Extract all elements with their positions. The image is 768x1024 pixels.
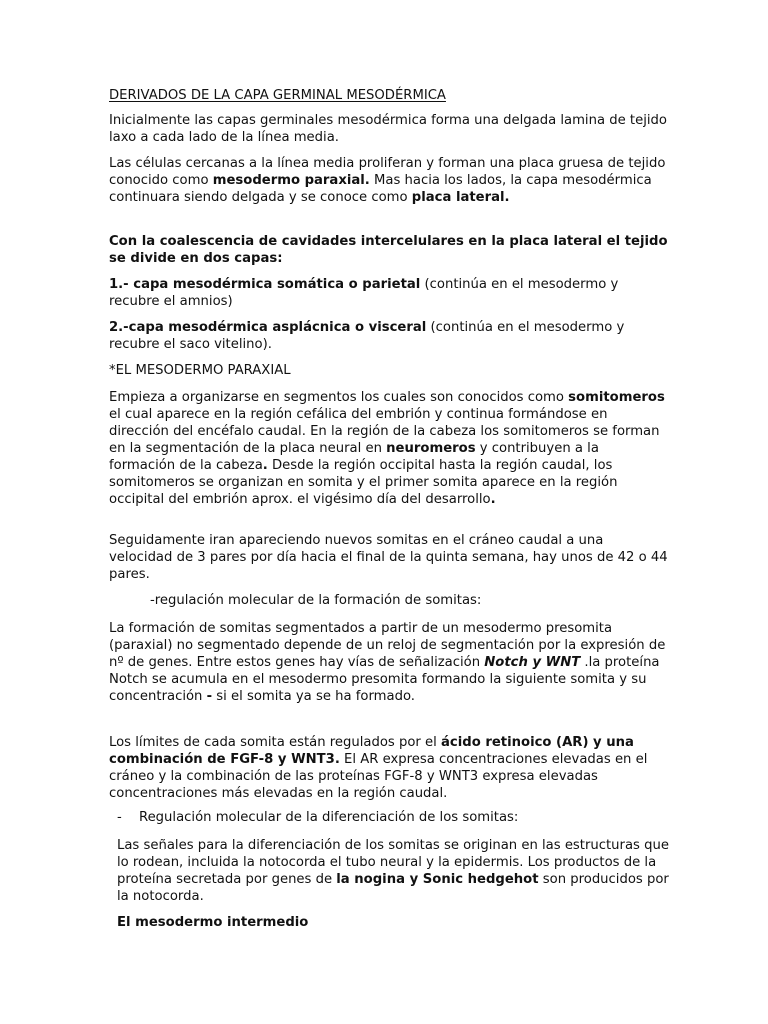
- paragraph-capa-somatica: 1.- capa mesodérmica somática o parietal (continúa en el mesodermo y recubre el amnios): [109, 277, 619, 309]
- paragraph-paraxial-intro: Las células cercanas a la línea media proliferan y forman una placa gruesa de tejido conocido como mesodermo paraxial. Mas hacia los lados, la capa mesodérmica continuara siendo delgada y se conoce como placa lateral.: [109, 156, 666, 205]
- heading-mesodermo-intermedio: El mesodermo intermedio: [117, 915, 309, 930]
- paragraph-coalescencia: Con la coalescencia de cavidades intercelulares en la placa lateral el tejido se divide en dos capas:: [109, 234, 668, 266]
- paragraph-intro: Inicialmente las capas germinales mesodérmica forma una delgada lamina de tejido laxo a cada lado de la línea media.: [109, 113, 667, 145]
- paragraph-reloj-segmentacion: La formación de somitas segmentados a partir de un mesodermo presomita (paraxial) no segmentado depende de un reloj de segmentación por la expresión de nº de genes. Entre estos genes hay vías de señalización Notch y WNT .la proteína Notch se acumula en el mesodermo presomita formando la siguiente somita y su concentración - si el somita ya se ha formado.: [109, 621, 666, 704]
- document-title: DERIVADOS DE LA CAPA GERMINAL MESODÉRMICA: [109, 88, 446, 103]
- heading-mesodermo-paraxial: *EL MESODERMO PARAXIAL: [109, 363, 291, 378]
- paragraph-acido-retinoico: Los límites de cada somita están regulados por el ácido retinoico (AR) y una combinación de FGF-8 y WNT3. El AR expresa concentraciones elevadas en el cráneo y la combinación de las proteínas FGF-8 y WNT3 expresa elevadas concentraciones más elevadas en la región caudal.: [109, 735, 648, 801]
- subheading-regulacion-diferenciacion: Regulación molecular de la diferenciación de los somitas:: [139, 810, 519, 825]
- paragraph-somitomeros: Empieza a organizarse en segmentos los cuales son conocidos como somitomeros el cual aparece en la región cefálica del embrión y continua formándose en dirección del encéfalo caudal. En la región de la cabeza los somitomeros se forman en la segmentación de la placa neural en neuromeros y contribuyen a la formación de la cabeza. Desde la región occipital hasta la región caudal, los somitomeros se organizan en somita y el primer somita aparece en la región occipital del embrión aprox. el vigésimo día del desarrollo.: [109, 390, 665, 507]
- bullet-marker: -: [117, 810, 122, 825]
- paragraph-senales-diferenciacion: Las señales para la diferenciación de los somitas se originan en las estructuras que lo rodean, incluida la notocorda el tubo neural y la epidermis. Los productos de la proteína secretada por genes de la nogina y Sonic hedgehot son producidos por la notocorda.: [117, 838, 669, 904]
- paragraph-nuevos-somitas: Seguidamente iran apareciendo nuevos somitas en el cráneo caudal a una velocidad de 3 pares por día hacia el final de la quinta semana, hay unos de 42 o 44 pares.: [109, 533, 668, 582]
- paragraph-capa-visceral: 2.-capa mesodérmica asplácnica o visceral (continúa en el mesodermo y recubre el saco vitelino).: [109, 320, 625, 352]
- subheading-regulacion-formacion: -regulación molecular de la formación de somitas:: [150, 593, 482, 608]
